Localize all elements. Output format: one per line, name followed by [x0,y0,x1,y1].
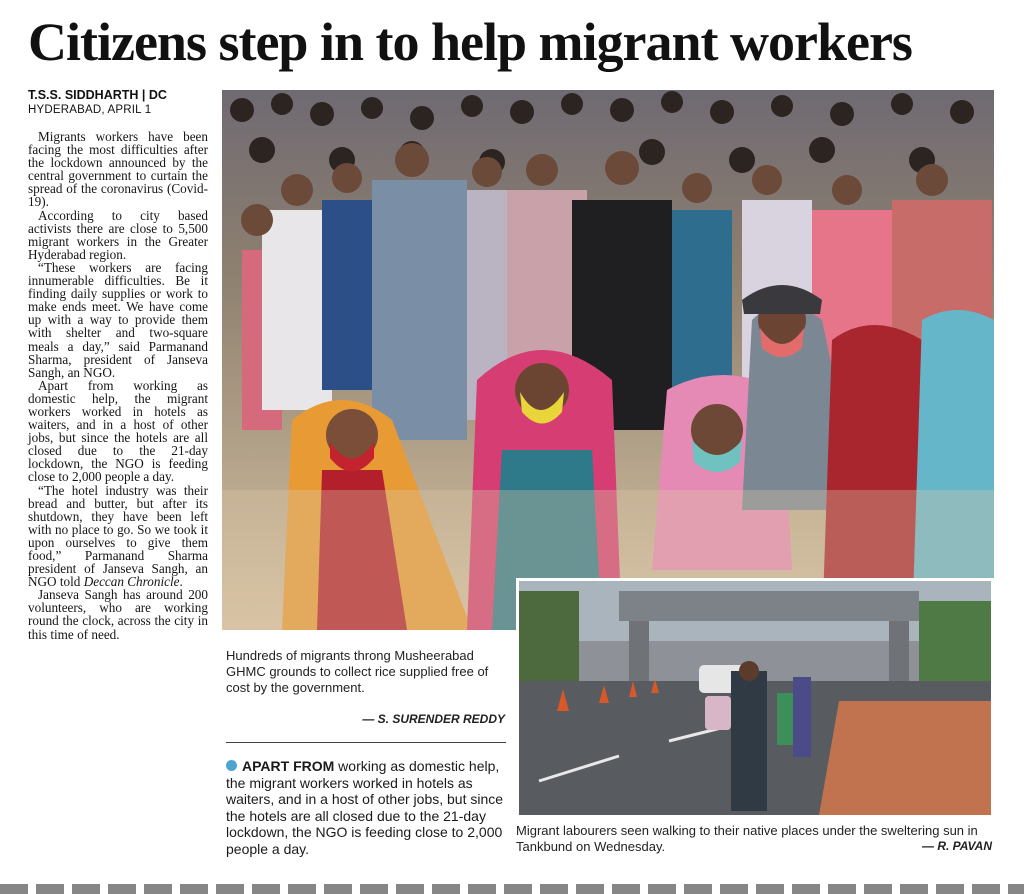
byline: T.S.S. SIDDHARTH | DC [28,88,167,102]
tankbund-photo-illustration [519,581,991,815]
divider [226,742,506,743]
headline: Citizens step in to help migrant workers [28,12,912,72]
dateline: HYDERABAD, APRIL 1 [28,104,152,116]
paragraph-text: “The hotel industry was their bread and butter, but after its shutdown, they have been left with no place to go. So we took it upon ourselves to give them food,” Parmanand Sharma president of Janseva Sangh, an NGO told [28,482,208,590]
pull-quote-lead: APART FROM [242,758,335,774]
paragraph-end: . [179,574,183,590]
paragraph [28,484,208,589]
crowd-photo-illustration [222,90,994,630]
crowd-photo [222,90,994,630]
pull-quote [226,758,506,858]
bullet-icon [226,760,237,771]
next-story-cutoff [0,884,1024,894]
paragraph: According to city based activists there are close to 5,500 migrant workers in the Greater Hyderabad region. [28,207,208,262]
tankbund-photo [516,578,994,818]
photo-caption: Migrant labourers seen walking to their native places under the sweltering sun in Tankbund on Wednesday. [516,823,978,854]
pull-quote-text: working as domestic help, the migrant workers worked in hotels as waiters, and in a host of other jobs, but since the hotels are all closed due to the 21-day lockdown, the NGO is feeding close to 2,000 people a day. [226,758,504,857]
paragraph: “These workers are facing innumerable difficulties. Be it finding daily supplies or work to make ends meet. We have come up with a way to provide them with shelter and two-square meals a day,” said Parmanand Sharma, president of Janseva Sangh, an NGO. [28,259,208,380]
paragraph: Janseva Sangh has around 200 volunteers, who are working round the clock, across the city in this time of need. [28,587,208,642]
paragraph: Apart from working as domestic help, the migrant workers worked in hotels as waiters, and in a host of other jobs, but since the hotels are all closed due to the 21-day lockdown, the NGO is feeding close to 2,000 people a day. [28,377,208,485]
newspaper-name: Deccan Chronicle [83,574,180,590]
paragraph: Migrants workers have been facing the most difficulties after the lockdown announced by the central government to curtain the spread of the coronavirus (Covid-19). [28,129,208,210]
photo-credit: — S. SURENDER REDDY [362,712,505,726]
article-body [28,130,208,641]
photo-caption: Hundreds of migrants throng Musheerabad GHMC grounds to collect rice supplied free of cost by the government. [226,648,489,695]
photo-credit: — R. PAVAN [921,839,992,853]
